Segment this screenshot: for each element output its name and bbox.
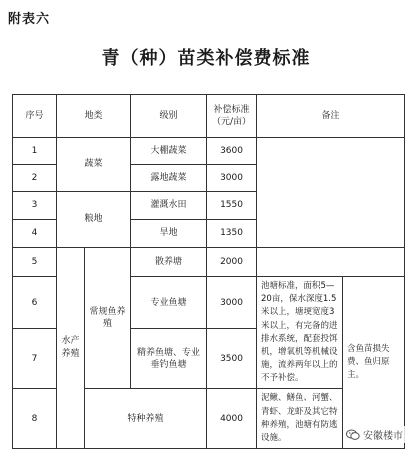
- table-header-row: [13, 95, 405, 138]
- row-number: 2: [13, 165, 57, 192]
- row-value: 2000: [207, 248, 257, 277]
- row-value: 1350: [207, 220, 257, 248]
- compensation-table: [12, 94, 405, 449]
- row-value: 3500: [207, 329, 257, 389]
- land-category: 水产养殖: [57, 248, 85, 449]
- row-number: 4: [13, 220, 57, 248]
- header-no: 序号: [13, 95, 57, 138]
- row-level: 灌溉水田: [131, 192, 207, 220]
- row-number: 1: [13, 138, 57, 165]
- note-fry-loss: 含鱼苗损失费、鱼归原主。: [343, 277, 405, 449]
- land-category: 粮地: [57, 192, 131, 248]
- row-level: 专业鱼塘: [131, 277, 207, 329]
- row-level: 旱地: [131, 220, 207, 248]
- row-value: 4000: [207, 389, 257, 449]
- row-note: [257, 248, 405, 277]
- note-pond-standard: 池塘标准，面积5—20亩，保水深度1.5米以上，塘埂宽度3米以上，有完备的进排水系统，配套投饵机，增氧机等机械设施，流养两年以上的不予补偿。: [257, 277, 343, 389]
- header-standard: 补偿标准（元/亩）: [207, 95, 257, 138]
- table-row: [13, 138, 405, 165]
- land-subcategory: 常规鱼养殖: [85, 248, 131, 389]
- row-value: 3000: [207, 165, 257, 192]
- watermark: [343, 426, 406, 443]
- row-note: [257, 138, 405, 248]
- row-level: 精养鱼塘、专业垂钓鱼塘: [131, 329, 207, 389]
- row-value: 1550: [207, 192, 257, 220]
- header-note: 备注: [257, 95, 405, 138]
- compensation-table-container: [12, 94, 404, 449]
- row-number: 8: [13, 389, 57, 449]
- attachment-label: 附表六: [8, 12, 51, 27]
- watermark-text: 安徽楼市: [363, 431, 403, 442]
- row-level: 露地蔬菜: [131, 165, 207, 192]
- row-level: 散养塘: [131, 248, 207, 277]
- row-level: 特种养殖: [85, 389, 207, 449]
- row-number: 5: [13, 248, 57, 277]
- note-special-aquaculture: 泥鳅、鳝鱼、河蟹、青虾、龙虾及其它特种养殖，池塘有防逃设施。: [257, 389, 343, 449]
- row-value: 3000: [207, 277, 257, 329]
- row-number: 3: [13, 192, 57, 220]
- page-title: 青（种）苗类补偿费标准: [101, 48, 311, 69]
- row-number: 7: [13, 329, 57, 389]
- row-value: 3600: [207, 138, 257, 165]
- row-level: 大棚蔬菜: [131, 138, 207, 165]
- header-level: 级别: [131, 95, 207, 138]
- row-number: 6: [13, 277, 57, 329]
- header-land: 地类: [57, 95, 131, 138]
- table-row: [13, 248, 405, 277]
- wechat-icon: [346, 429, 360, 441]
- land-category: 蔬菜: [57, 138, 131, 192]
